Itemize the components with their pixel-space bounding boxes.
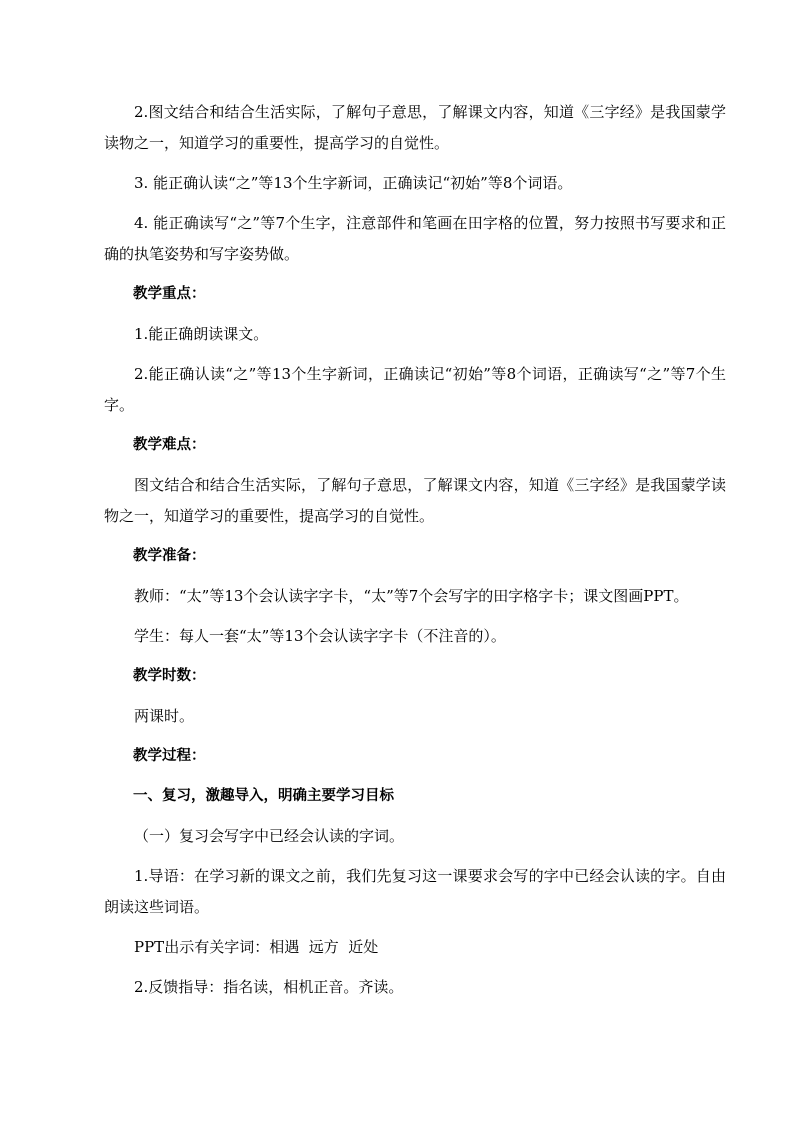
section-1-heading: 一、复习，激趣导入，明确主要学习目标 <box>133 788 394 804</box>
key-point-1: 1.能正确朗读课文。 <box>134 325 269 343</box>
difficulties-heading: 教学难点： <box>133 437 206 453</box>
ppt-words: PPT出示有关字词：相遇 远方 近处 <box>134 938 379 956</box>
preparation-heading: 教学准备： <box>133 548 206 564</box>
hours-text: 两课时。 <box>134 707 195 725</box>
prep-student: 学生：每人一套“太”等13个会认读字字卡（不注音的）。 <box>134 627 506 645</box>
key-points-heading: 教学重点： <box>133 286 206 302</box>
step-2: 2.反馈指导：指名读，相机正音。齐读。 <box>134 978 404 996</box>
subsection-1: （一）复习会写字中已经会认读的字词。 <box>134 827 405 845</box>
objective-2: 2.图文结合和结合生活实际，了解句子意思，了解课文内容，知道《三字经》是我国蒙学读物之一，知道学习的重要性，提高学习的自觉性。 <box>104 103 726 152</box>
step-1: 1.导语：在学习新的课文之前，我们先复习这一课要求会写的字中已经会认读的字。自由朗读这些词语。 <box>104 867 726 916</box>
document-body <box>104 97 726 1003</box>
objective-3: 3. 能正确认读“之”等13个生字新词，正确读记“初始”等8个词语。 <box>134 174 573 192</box>
difficulty-text: 图文结合和结合生活实际，了解句子意思，了解课文内容，知道《三字经》是我国蒙学读物之一，知道学习的重要性，提高学习的自觉性。 <box>104 476 726 525</box>
key-point-2: 2.能正确认读“之”等13个生字新词，正确读记“初始”等8个词语，正确读写“之”等7个生字。 <box>104 365 726 414</box>
prep-teacher: 教师：“太”等13个会认读字字卡，“太”等7个会写字的田字格字卡；课文图画PPT。 <box>134 587 689 605</box>
process-heading: 教学过程： <box>133 748 206 764</box>
objective-4: 4. 能正确读写“之”等7个生字，注意部件和笔画在田字格的位置，努力按照书写要求和正确的执笔姿势和写字姿势做。 <box>104 214 726 263</box>
hours-heading: 教学时数： <box>133 668 206 684</box>
